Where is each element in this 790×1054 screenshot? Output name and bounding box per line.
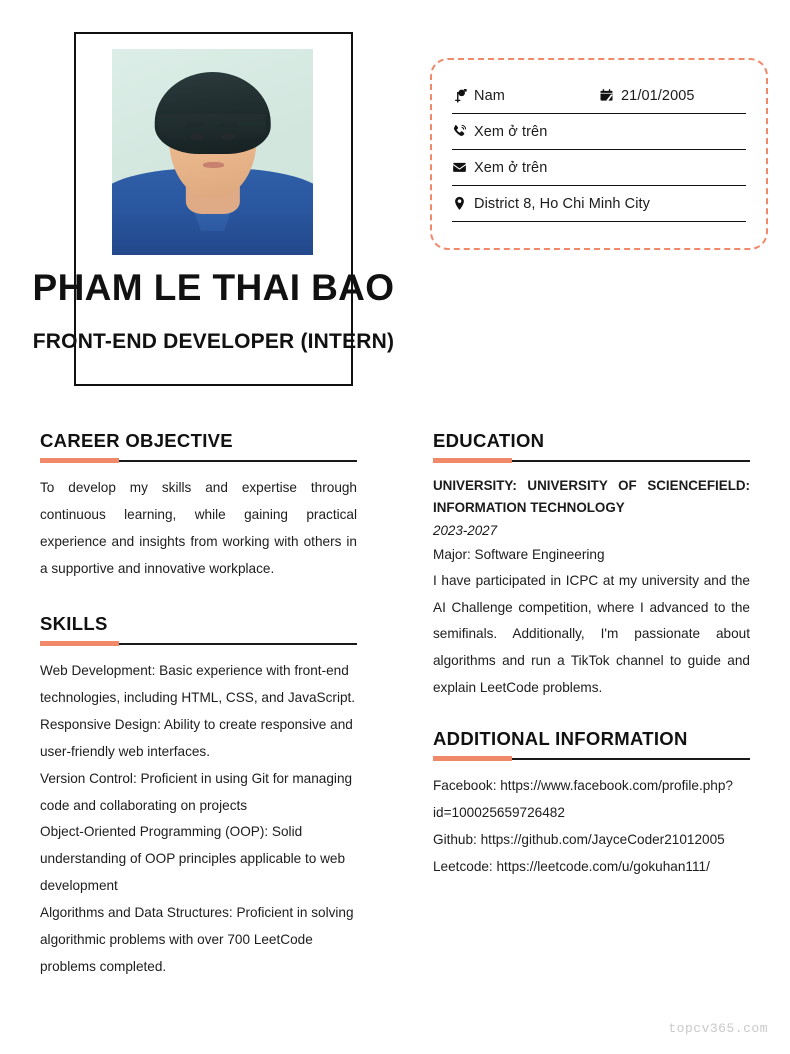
right-column (433, 430, 750, 903)
section-additional-information (433, 728, 750, 881)
section-rule (433, 458, 750, 463)
candidate-name: PHAM LE THAI BAO (32, 267, 395, 308)
additional-information-title: ADDITIONAL INFORMATION (433, 728, 688, 750)
phone-icon (452, 124, 474, 139)
photo-mouth (203, 162, 223, 167)
additional-link: Facebook: https://www.facebook.com/profile.php?id=100025659726482 (433, 778, 733, 821)
contact-gender-value: Nam (474, 87, 505, 104)
contact-row-phone (452, 114, 746, 150)
calendar-icon (599, 88, 621, 103)
education-title: EDUCATION (433, 430, 545, 451)
section-rule (40, 458, 357, 463)
contact-address-value: District 8, Ho Chi Minh City (474, 195, 651, 212)
section-education (433, 430, 750, 702)
contact-row-gender-dob (452, 78, 746, 114)
education-major: Major: Software Engineering (433, 547, 605, 563)
skill-item: Web Development: Basic experience with front-end technologies, including HTML, CSS, and JavaScript. (40, 663, 356, 705)
candidate-role: FRONT-END DEVELOPER (INTERN) (32, 330, 395, 353)
left-column (40, 430, 357, 1003)
contact-gender (452, 88, 599, 104)
site-watermark: topcv365.com (668, 1021, 768, 1036)
cv-header (0, 0, 790, 400)
contact-dob (599, 88, 746, 104)
career-objective-title: CAREER OBJECTIVE (40, 430, 233, 451)
contact-box (430, 58, 768, 250)
education-description: I have participated in ICPC at my university and the AI Challenge competition, where I advanced to the semifinals. Additionally, I'm passionate about algorithms and run a TikTok channel to guide and explain LeetCode problems. (433, 572, 750, 696)
section-rule (40, 641, 357, 646)
section-skills (40, 613, 357, 981)
contact-phone-value: Xem ở trên (474, 123, 548, 140)
section-rule (433, 756, 750, 761)
email-icon (452, 160, 474, 175)
skill-item: Object-Oriented Programming (OOP): Solid understanding of OOP principles applicable to web development (40, 824, 346, 894)
portrait-photo (112, 49, 313, 255)
contact-dob-value: 21/01/2005 (621, 87, 695, 104)
additional-link: Github: https://github.com/JayceCoder21012005 (433, 832, 725, 848)
location-icon (452, 196, 474, 211)
skills-title: SKILLS (40, 612, 108, 634)
skill-item: Version Control: Proficient in using Git for managing code and collaborating on projects (40, 770, 353, 813)
skill-item: Algorithms and Data Structures: Proficient in solving algorithmic problems with over 700 LeetCode problems completed. (40, 905, 354, 974)
section-career-objective (40, 430, 357, 583)
career-objective-text: To develop my skills and expertise through continuous learning, while gaining practical experience and insights from working with others in a supportive and innovative workplace. (40, 480, 357, 576)
contact-row-email (452, 150, 746, 186)
skill-item: Responsive Design: Ability to create responsive and user-friendly web interfaces. (40, 716, 353, 759)
education-years: 2023-2027 (433, 522, 498, 538)
photo-eye-right (221, 133, 235, 140)
contact-email-value: Xem ở trên (474, 159, 548, 176)
education-institution: UNIVERSITY: UNIVERSITY OF SCIENCEFIELD: INFORMATION TECHNOLOGY (433, 478, 750, 515)
contact-row-address (452, 186, 746, 222)
additional-link: Leetcode: https://leetcode.com/u/gokuhan111/ (433, 859, 710, 875)
gender-icon (452, 88, 474, 103)
